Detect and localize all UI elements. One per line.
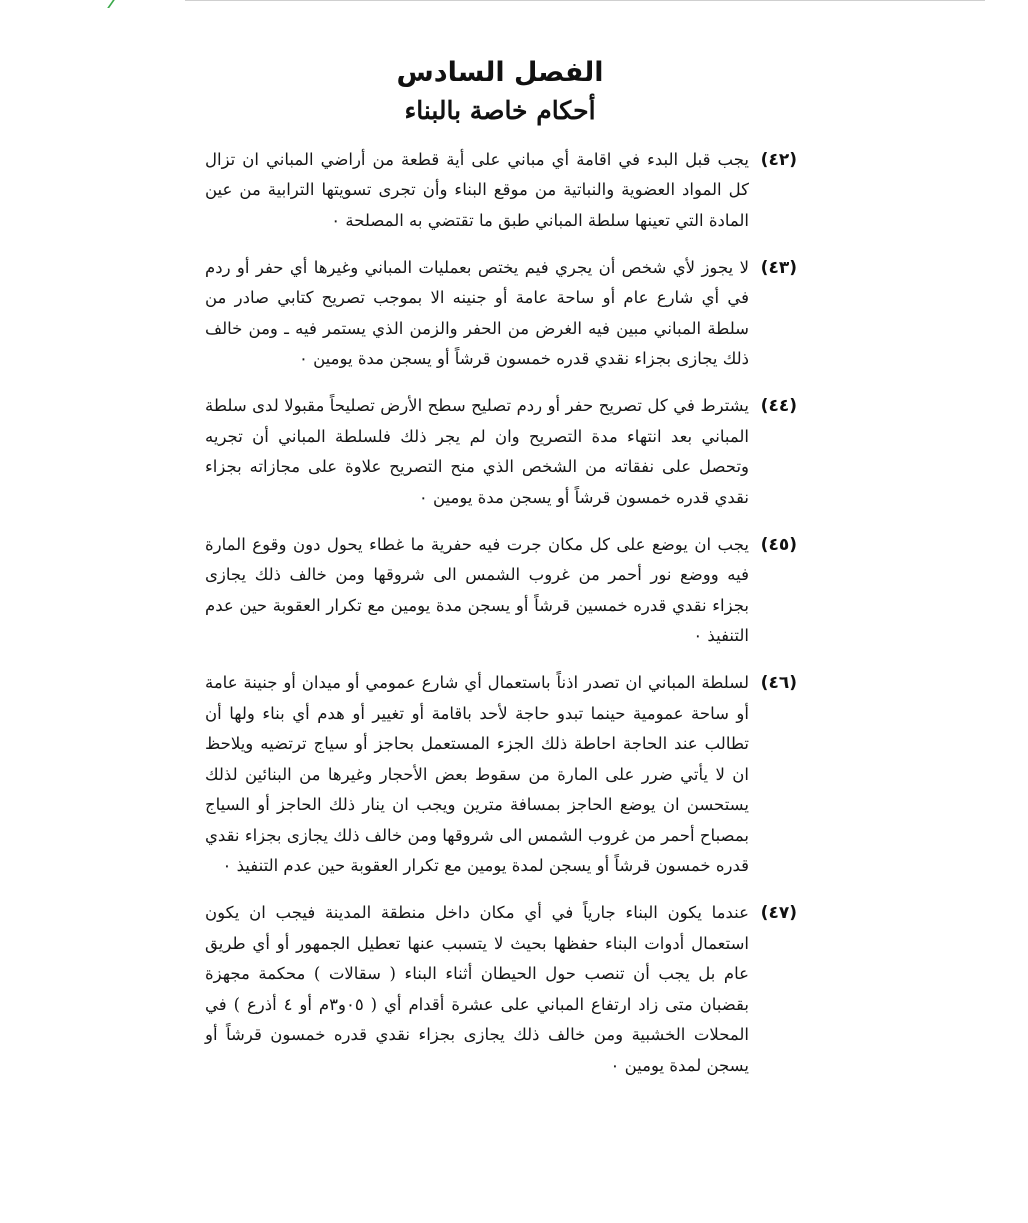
article-text: يجب قبل البدء في اقامة أي مباني على أية قطعة من أراضي المباني ان تزال كل المواد العضوية والنباتية من موقع البناء وأن تجرى تسويتها الترابية من عين المادة التي تعينها سلطة المباني طبق ما تقتضي به المصلحة ٠	[205, 149, 749, 230]
article-text: عندما يكون البناء جارياً في أي مكان داخل منطقة المدينة فيجب ان يكون استعمال أدوات البناء حفظها بحيث لا يتسبب عنها تعطيل الجمهور أو أي طريق عام بل يجب أن تنصب حول الحيطان أثناء البناء ( سقالات ) محكمة مجهزة بقضبان متى زاد ارتفاع المباني على عشرة أقدام أي ( ٠٥و٣م أو ٤ أذرع ) في المحلات الخشبية ومن خالف ذلك يجازى بجزاء نقدي قدره خمسون قرشاً أو يسجن لمدة يومين ٠	[205, 903, 749, 1075]
article-text: يشترط في كل تصريح حفر أو ردم تصليح سطح الأرض تصليحاً مقبولا لدى سلطة المباني بعد انتهاء مدة التصريح وان لم يجر ذلك فلسلطة المباني أن تجريه وتحصل على نفقاته من الشخص الذي منح التصريح علاوة على مجازاته بجزاء نقدي قدره خمسون قرشاً أو يسجن مدة يومين ٠	[205, 396, 749, 507]
article-number: (٤٤)	[760, 396, 797, 416]
article-text: لسلطة المباني ان تصدر اذناً باستعمال أي شارع عمومي أو ميدان أو جنينة عامة أو ساحة عمومية حينما تبدو حاجة لأحد باقامة أو تغيير أو هدم أي بناء ولها أن تطالب عند الحاجة احاطة ذلك الجزء المستعمل بحاجز أو سياج ترتضيه ويلاحظ ان لا يأتي ضرر على المارة من سقوط بعض الأحجار وغيرها من البنائين لذلك يستحسن ان يوضع الحاجز بمسافة مترين ويجب ان ينار ذلك الحاجز أو السياج بمصباح أحمر من غروب الشمس الى شروقها ومن خالف ذلك يجازى بجزاء نقدي قدره خمسون قرشاً أو يسجن لمدة يومين مع تكرار العقوبة حين عدم التنفيذ ٠	[205, 673, 749, 875]
article-number: (٤٢)	[760, 149, 797, 170]
article-44	[205, 391, 797, 513]
article-text: يجب ان يوضع على كل مكان جرت فيه حفرية ما غطاء يحول دون وقوع المارة فيه ووضع نور أحمر من غروب الشمس الى شروقها ومن خالف ذلك يجازى بجزاء نقدي قدره خمسين قرشاً أو يسجن مدة يومين مع تكرار العقوبة حين عدم التنفيذ ٠	[205, 534, 749, 645]
article-43	[205, 253, 797, 375]
article-number: (٤٣)	[760, 257, 797, 278]
article-number: (٤٦)	[760, 673, 797, 693]
chapter-subtitle: أحكام خاصة بالبناء	[404, 96, 596, 125]
article-text: لا يجوز لأي شخص أن يجري فيم يختص بعمليات المباني وغيرها أي حفر أو ردم في أي شارع عام أو ساحة عامة أو جنينه الا بموجب تصريح كتابي صادر من سلطة المباني مبين فيه الغرض من الحفر والزمن الذي يستمر فيه ـ ومن خالف ذلك يجازى بجزاء نقدي قدره خمسون قرشاً أو يسجن مدة يومين ٠	[205, 257, 749, 368]
chapter-header	[200, 56, 800, 128]
article-47	[205, 898, 797, 1081]
corner-mark	[97, 0, 115, 8]
articles-list	[205, 128, 797, 1098]
article-42	[205, 145, 797, 237]
article-45	[205, 530, 797, 652]
article-number: (٤٥)	[760, 534, 797, 555]
article-number: (٤٧)	[760, 903, 797, 923]
article-46	[205, 668, 797, 882]
chapter-title: الفصل السادس	[396, 57, 604, 88]
page-top-edge	[185, 0, 985, 1]
